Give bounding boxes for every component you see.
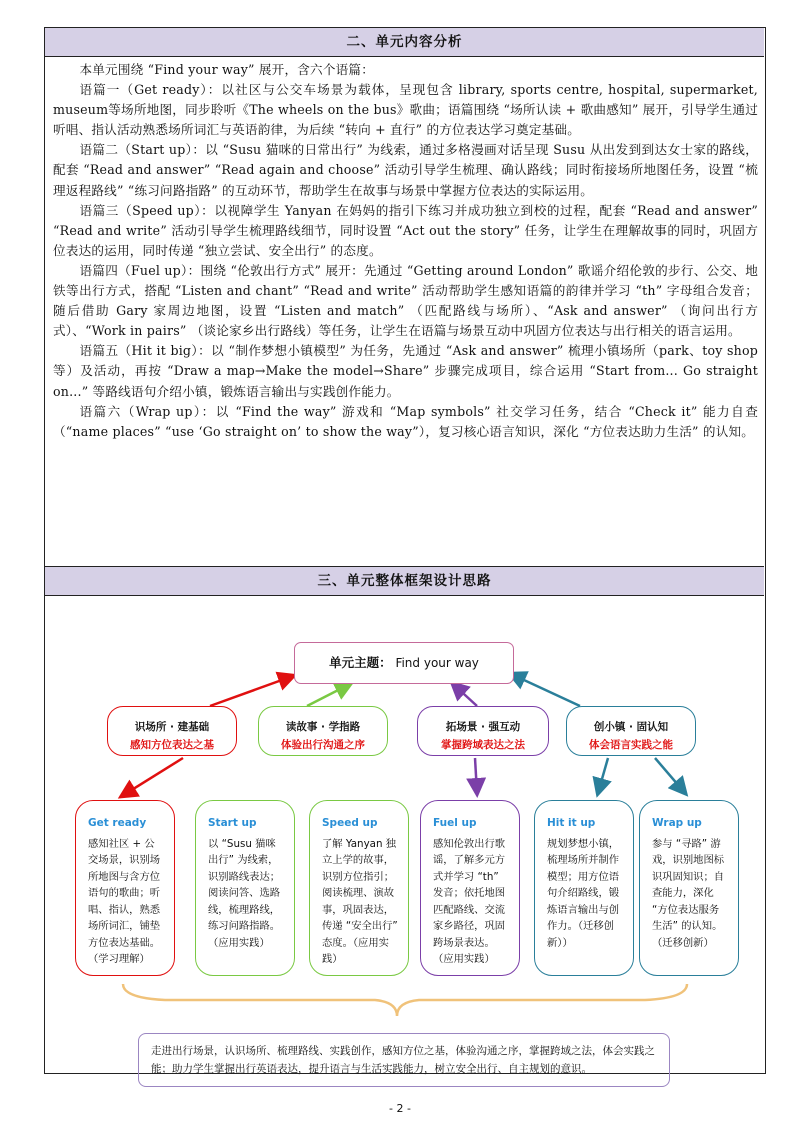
arrow-teal-down-left bbox=[598, 758, 608, 793]
lesson-desc: 感知社区 + 公交场景，识别场所地图与含方位语句的歌曲；听唱、指认，熟悉场所词汇，铺垫方位表达基础。（学习理解） bbox=[88, 837, 161, 965]
analysis-paragraph: 语篇三（Speed up）：以视障学生 Yanyan 在妈妈的指引下练习并成功独立到校的过程，配套 “Read and answer” “Read and write” 活动引导学生梳理路线细节，同时设置 “Act out the story” 任务，让学生在理解故事的同时，巩固方位表达的运用，同时传递 “独立尝试、安全出行” 的态度。 bbox=[53, 202, 758, 258]
tier-title: 识场所 · 建基础 bbox=[134, 721, 210, 733]
analysis-paragraph: 语篇五（Hit it big）：以 “制作梦想小镇模型” 为任务，先通过 “Ask and answer” 梳理小镇场所（park、toy shop 等）及活动，再按 “Draw a map→Make the model→Share” 步骤完成项目，综合运用 “Start from... Go straight on...” 等路线语句介绍小镇，锻炼语言输出与实践创作能力。 bbox=[53, 343, 758, 399]
tier-subtitle: 体会语言实践之能 bbox=[589, 739, 673, 751]
tier-box-2 bbox=[258, 706, 388, 756]
analysis-paragraph: 语篇二（Start up）：以 “Susu 猫咪的日常出行” 为线索，通过多格漫画对话呈现 Susu 从出发到到达女士家的路线，配套 “Read and answer” “Read again and choose” 活动引导学生梳理、确认路线；同时衔接场所地图任务，设置 “梳理返程路线” “练习问路指路” 的互动环节，帮助学生在故事与场景中掌握方位表达的实际运用。 bbox=[53, 142, 758, 198]
bottom-brace bbox=[123, 984, 687, 1016]
analysis-paragraph: 语篇四（Fuel up）：围绕 “伦敦出行方式” 展开：先通过 “Getting around London” 歌谣介绍伦敦的步行、公交、地铁等出行方式，搭配 “Listen and chant” “Read and write” 活动帮助学生感知语篇的韵律并学习 “th” 字母组合发音；随后借助 Gary 家周边地图，设置 “Listen and match” （匹配路线与场所）、“Ask and answer” （询问出行方式）、“Work in pairs” （谈论家乡出行路线）等任务，让学生在语篇与场景互动中巩固方位表达与出行相关的语言运用。 bbox=[53, 262, 758, 339]
lesson-desc: 了解 Yanyan 独立上学的故事，识别方位指引；阅读梳理、演故事，巩固表达，传递 “安全出行” 态度。（应用实践） bbox=[322, 837, 398, 965]
analysis-text bbox=[53, 60, 758, 442]
analysis-paragraph: 语篇六（Wrap up）：以 “Find the way” 游戏和 “Map symbols” 社交学习任务，结合 “Check it” 能力自查（“name places” “use ‘Go straight on’ to show the way”），复习核心语言知识，深化 “方位表达助力生活” 的认知。 bbox=[53, 403, 758, 439]
analysis-paragraph: 本单元围绕 “Find your way” 展开，含六个语篇： bbox=[79, 62, 375, 77]
theme-value: Find your way bbox=[395, 656, 479, 670]
theme-label: 单元主题： bbox=[329, 655, 392, 670]
tier-box-4 bbox=[566, 706, 696, 756]
tier-box-3 bbox=[417, 706, 549, 756]
tier-subtitle: 掌握跨域表达之法 bbox=[441, 739, 525, 751]
framework-diagram bbox=[45, 596, 765, 1074]
lesson-box-hit-it-up bbox=[534, 800, 634, 976]
tier-title: 拓场景 · 强互动 bbox=[445, 721, 521, 733]
arrow-teal-down-right bbox=[655, 758, 685, 793]
tier-subtitle: 感知方位表达之基 bbox=[130, 739, 214, 751]
page-frame bbox=[44, 27, 766, 1074]
lesson-title: Fuel up bbox=[433, 817, 477, 829]
page-number: - 2 - bbox=[389, 1102, 411, 1115]
lesson-desc: 感知伦敦出行歌谣，了解多元方式并学习 “th” 发音；依托地图匹配路线、交流家乡路径，巩固跨场景表达。（应用实践） bbox=[433, 837, 506, 965]
lesson-desc: 规划梦想小镇，梳理场所并制作模型；用方位语句介绍路线，锻炼语言输出与创作力。（迁移创新）） bbox=[547, 837, 620, 949]
tier-subtitle: 体验出行沟通之序 bbox=[281, 739, 365, 751]
lesson-title: Start up bbox=[208, 817, 257, 829]
arrow-red-up bbox=[210, 676, 293, 706]
lesson-box-speed-up bbox=[309, 800, 409, 976]
lesson-title: Speed up bbox=[322, 817, 378, 829]
lesson-title: Get ready bbox=[88, 817, 147, 829]
arrow-teal-up bbox=[511, 674, 580, 706]
tier-title: 读故事 · 学指路 bbox=[285, 721, 361, 733]
lesson-title: Wrap up bbox=[652, 817, 702, 829]
arrow-purple-down bbox=[475, 758, 477, 793]
tier-box-1 bbox=[107, 706, 237, 756]
section-title-framework: 三、单元整体框架设计思路 bbox=[45, 566, 764, 596]
arrow-red-down bbox=[122, 758, 183, 796]
lesson-box-start-up bbox=[195, 800, 295, 976]
lesson-box-wrap-up bbox=[639, 800, 739, 976]
section-title-analysis: 二、单元内容分析 bbox=[45, 28, 764, 57]
arrow-purple-up bbox=[453, 684, 477, 706]
lesson-title: Hit it up bbox=[547, 817, 596, 829]
lesson-desc: 参与 “寻路” 游戏，识别地图标识巩固知识；自查能力，深化 “方位表达服务生活” 的认知。（迁移创新） bbox=[652, 837, 725, 949]
tier-title: 创小镇 · 固认知 bbox=[593, 721, 669, 733]
unit-theme-box bbox=[294, 642, 514, 684]
summary-box: 走进出行场景，认识场所、梳理路线、实践创作，感知方位之基，体验沟通之序，掌握跨域之法，体会实践之能；助力学生掌握出行英语表达，提升语言与生活实践能力，树立安全出行、自主规划的意识。 bbox=[138, 1033, 670, 1087]
lesson-box-fuel-up bbox=[420, 800, 520, 976]
arrow-green-up bbox=[307, 684, 350, 706]
lesson-desc: 以 “Susu 猫咪出行” 为线索，识别路线表达；阅读问答、选路线，梳理路线，练习问路指路。（应用实践） bbox=[208, 837, 281, 949]
analysis-paragraph: 语篇一（Get ready）：以社区与公交车场景为载体，呈现包含 library, sports centre, hospital, supermarket, museum等场所地图，同步聆听《The wheels on the bus》歌曲；语篇围绕 “场所认读 + 歌曲感知” 展开，引导学生通过听唱、指认活动熟悉场所词汇与英语韵律，为后续 “转向 + 直行” 的方位表达学习奠定基础。 bbox=[53, 82, 758, 138]
lesson-box-get-ready bbox=[75, 800, 175, 976]
